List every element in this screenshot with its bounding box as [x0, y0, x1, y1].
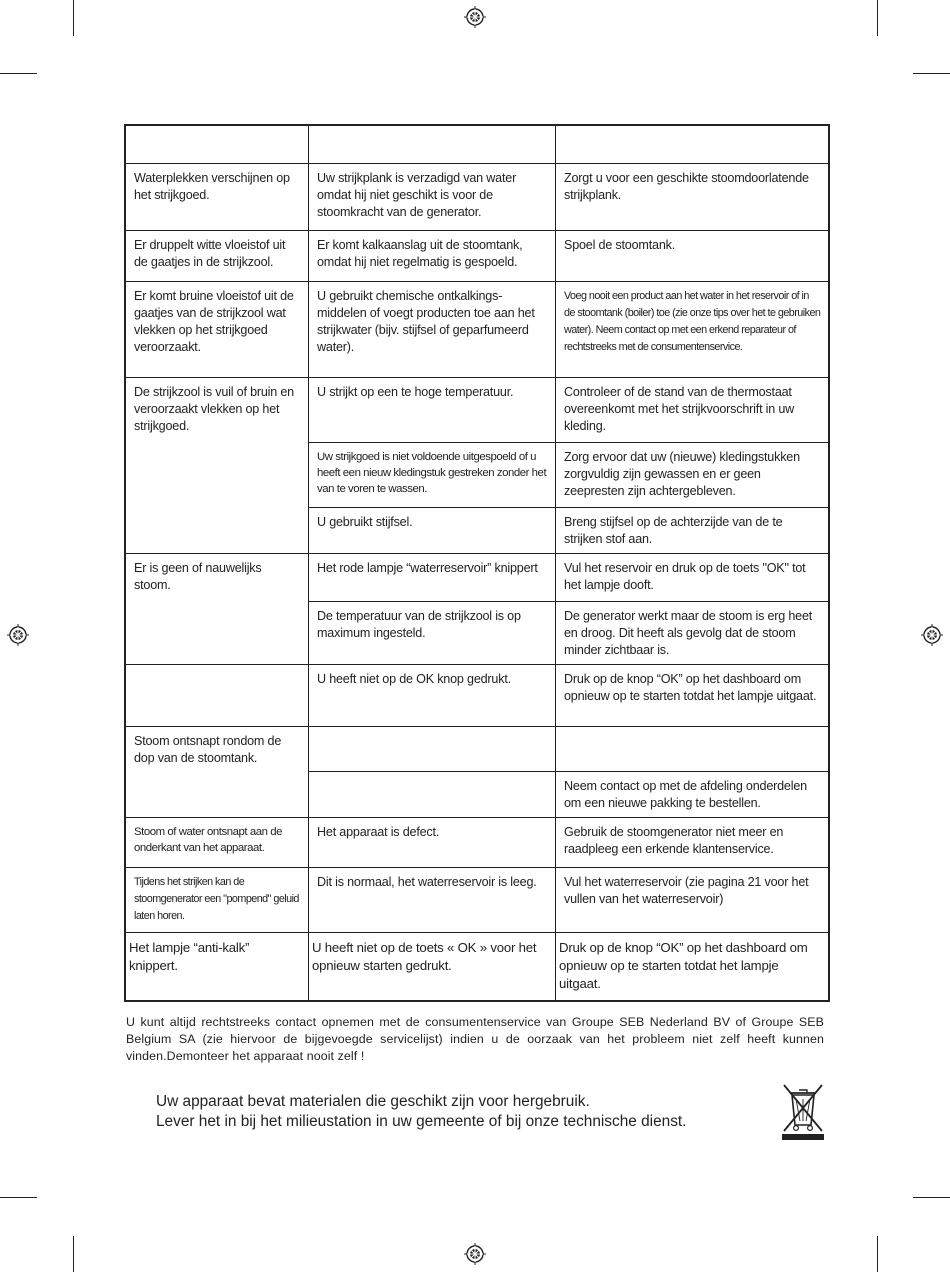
solution-cell: Spoel de stoomtank.: [556, 231, 829, 282]
crop-mark: [913, 73, 950, 74]
crop-mark: [0, 1197, 37, 1198]
cause-cell: U gebruikt chemische ontkalkings-middelen of voegt producten toe aan het strijkwater (bijv. stijfsel of geparfumeerd water).: [309, 282, 556, 378]
solution-cell: Zorg ervoor dat uw (nieuwe) kledingstukken zorgvuldig zijn gewassen en er geen zeepresten zijn achtergebleven.: [556, 443, 829, 508]
problem-cell: Het lampje “anti-kalk” knippert.: [126, 933, 309, 1001]
registration-mark-icon: [464, 6, 486, 28]
table-row: [126, 818, 829, 868]
crop-mark: [73, 1236, 74, 1272]
cause-cell: [309, 727, 556, 772]
recycling-line: Lever het in bij het milieustation in uw gemeente of bij onze technische dienst.: [156, 1113, 687, 1130]
table-row: [126, 933, 829, 1001]
solution-cell: Zorgt u voor een geschikte stoomdoorlatende strijkplank.: [556, 164, 829, 231]
registration-mark-icon: [7, 624, 29, 646]
registration-mark-icon: [921, 624, 943, 646]
cause-cell: U strijkt op een te hoge temperatuur.: [309, 378, 556, 443]
cause-cell: U heeft niet op de toets « OK » voor het opnieuw starten gedrukt.: [309, 933, 556, 1001]
solution-cell: Gebruik de stoomgenerator niet meer en raadpleeg een erkende klantenservice.: [556, 818, 829, 868]
cause-cell: Het rode lampje “waterreservoir” knippert: [309, 554, 556, 602]
registration-mark-icon: [464, 1243, 486, 1265]
cause-cell: [309, 772, 556, 818]
table-header-row: [126, 126, 829, 164]
solution-cell: Neem contact op met de afdeling onderdelen om een nieuwe pakking te bestellen.: [556, 772, 829, 818]
cause-cell: Uw strijkgoed is niet voldoende uitgespoeld of u heeft een nieuw kledingstuk gestreken zonder het van te voren te wassen.: [309, 443, 556, 508]
cause-cell: U heeft niet op de OK knop gedrukt.: [309, 665, 556, 727]
customer-service-note: U kunt altijd rechtstreeks contact opnemen met de consumentenservice van Groupe SEB Nederland BV of Groupe SEB Belgium SA (zie hiervoor de bijgevoegde servicelijst) indien u de oorzaak van het probleem niet zelf heeft kunnen vinden.Demonteer het apparaat nooit zelf !: [126, 1015, 824, 1063]
table-row: [126, 868, 829, 933]
problem-cell: Er druppelt witte vloeistof uit de gaatjes in de strijkzool.: [126, 231, 309, 282]
table-row: [126, 164, 829, 231]
problem-cell: Stoom ontsnapt rondom de dop van de stoomtank.: [126, 727, 309, 818]
solution-cell: Breng stijfsel op de achterzijde van de te strijken stof aan.: [556, 508, 829, 554]
problem-cell: De strijkzool is vuil of bruin en veroorzaakt vlekken op het strijkgoed.: [126, 378, 309, 554]
table-row: [126, 282, 829, 378]
solution-cell: De generator werkt maar de stoom is erg heet en droog. Dit heeft als gevolg dat de stoom minder zichtbaar is.: [556, 602, 829, 665]
cause-cell: Er komt kalkaanslag uit de stoomtank, omdat hij niet regelmatig is gespoeld.: [309, 231, 556, 282]
crop-mark: [877, 1236, 878, 1272]
table-row: [126, 554, 829, 602]
header-problem: [126, 126, 309, 164]
solution-cell: Vul het reservoir en druk op de toets "OK" tot het lampje dooft.: [556, 554, 829, 602]
solution-cell: [556, 727, 829, 772]
crop-mark: [877, 0, 878, 36]
cause-cell: U gebruikt stijfsel.: [309, 508, 556, 554]
solution-cell: Druk op de knop “OK” op het dashboard om opnieuw op te starten totdat het lampje uitgaat.: [556, 933, 829, 1001]
solution-cell: Druk op de knop “OK” op het dashboard om opnieuw op te starten totdat het lampje uitgaat.: [556, 665, 829, 727]
problem-cell: [126, 665, 309, 727]
crop-mark: [73, 0, 74, 36]
cause-cell: De temperatuur van de strijkzool is op maximum ingesteld.: [309, 602, 556, 665]
recycling-line: Uw apparaat bevat materialen die geschikt zijn voor hergebruik.: [156, 1093, 590, 1110]
problem-cell: Waterplekken verschijnen op het strijkgoed.: [126, 164, 309, 231]
solution-cell: Vul het waterreservoir (zie pagina 21 voor het vullen van het waterreservoir): [556, 868, 829, 933]
problem-cell: Er komt bruine vloeistof uit de gaatjes van de strijkzool wat vlekken op het strijkgoed veroorzaakt.: [126, 282, 309, 378]
crossed-out-bin-icon: [780, 1081, 826, 1141]
recycling-notice: [156, 1092, 756, 1132]
table-row: [126, 231, 829, 282]
table-row: [126, 665, 829, 727]
header-solution: [556, 126, 829, 164]
cause-cell: Uw strijkplank is verzadigd van water omdat hij niet geschikt is voor de stoomkracht van de generator.: [309, 164, 556, 231]
problem-cell: Er is geen of nauwelijks stoom.: [126, 554, 309, 665]
cause-cell: Het apparaat is defect.: [309, 818, 556, 868]
table-row: [126, 378, 829, 443]
solution-cell: Controleer of de stand van de thermostaat overeenkomt met het strijkvoorschrift in uw kleding.: [556, 378, 829, 443]
problem-cell: Tijdens het strijken kan de stoomgenerator een "pompend" geluid laten horen.: [126, 868, 309, 933]
table-row: [126, 727, 829, 772]
troubleshooting-table: [124, 124, 830, 1002]
cause-cell: Dit is normaal, het waterreservoir is leeg.: [309, 868, 556, 933]
solution-cell: Voeg nooit een product aan het water in het reservoir of in de stoomtank (boiler) toe (zie onze tips over het te gebruiken water). Neem contact op met een erkend reparateur of rechtstreeks met de consumentenservice.: [556, 282, 829, 378]
crop-mark: [0, 73, 37, 74]
problem-cell: Stoom of water ontsnapt aan de onderkant van het apparaat.: [126, 818, 309, 868]
header-cause: [309, 126, 556, 164]
crop-mark: [913, 1197, 950, 1198]
